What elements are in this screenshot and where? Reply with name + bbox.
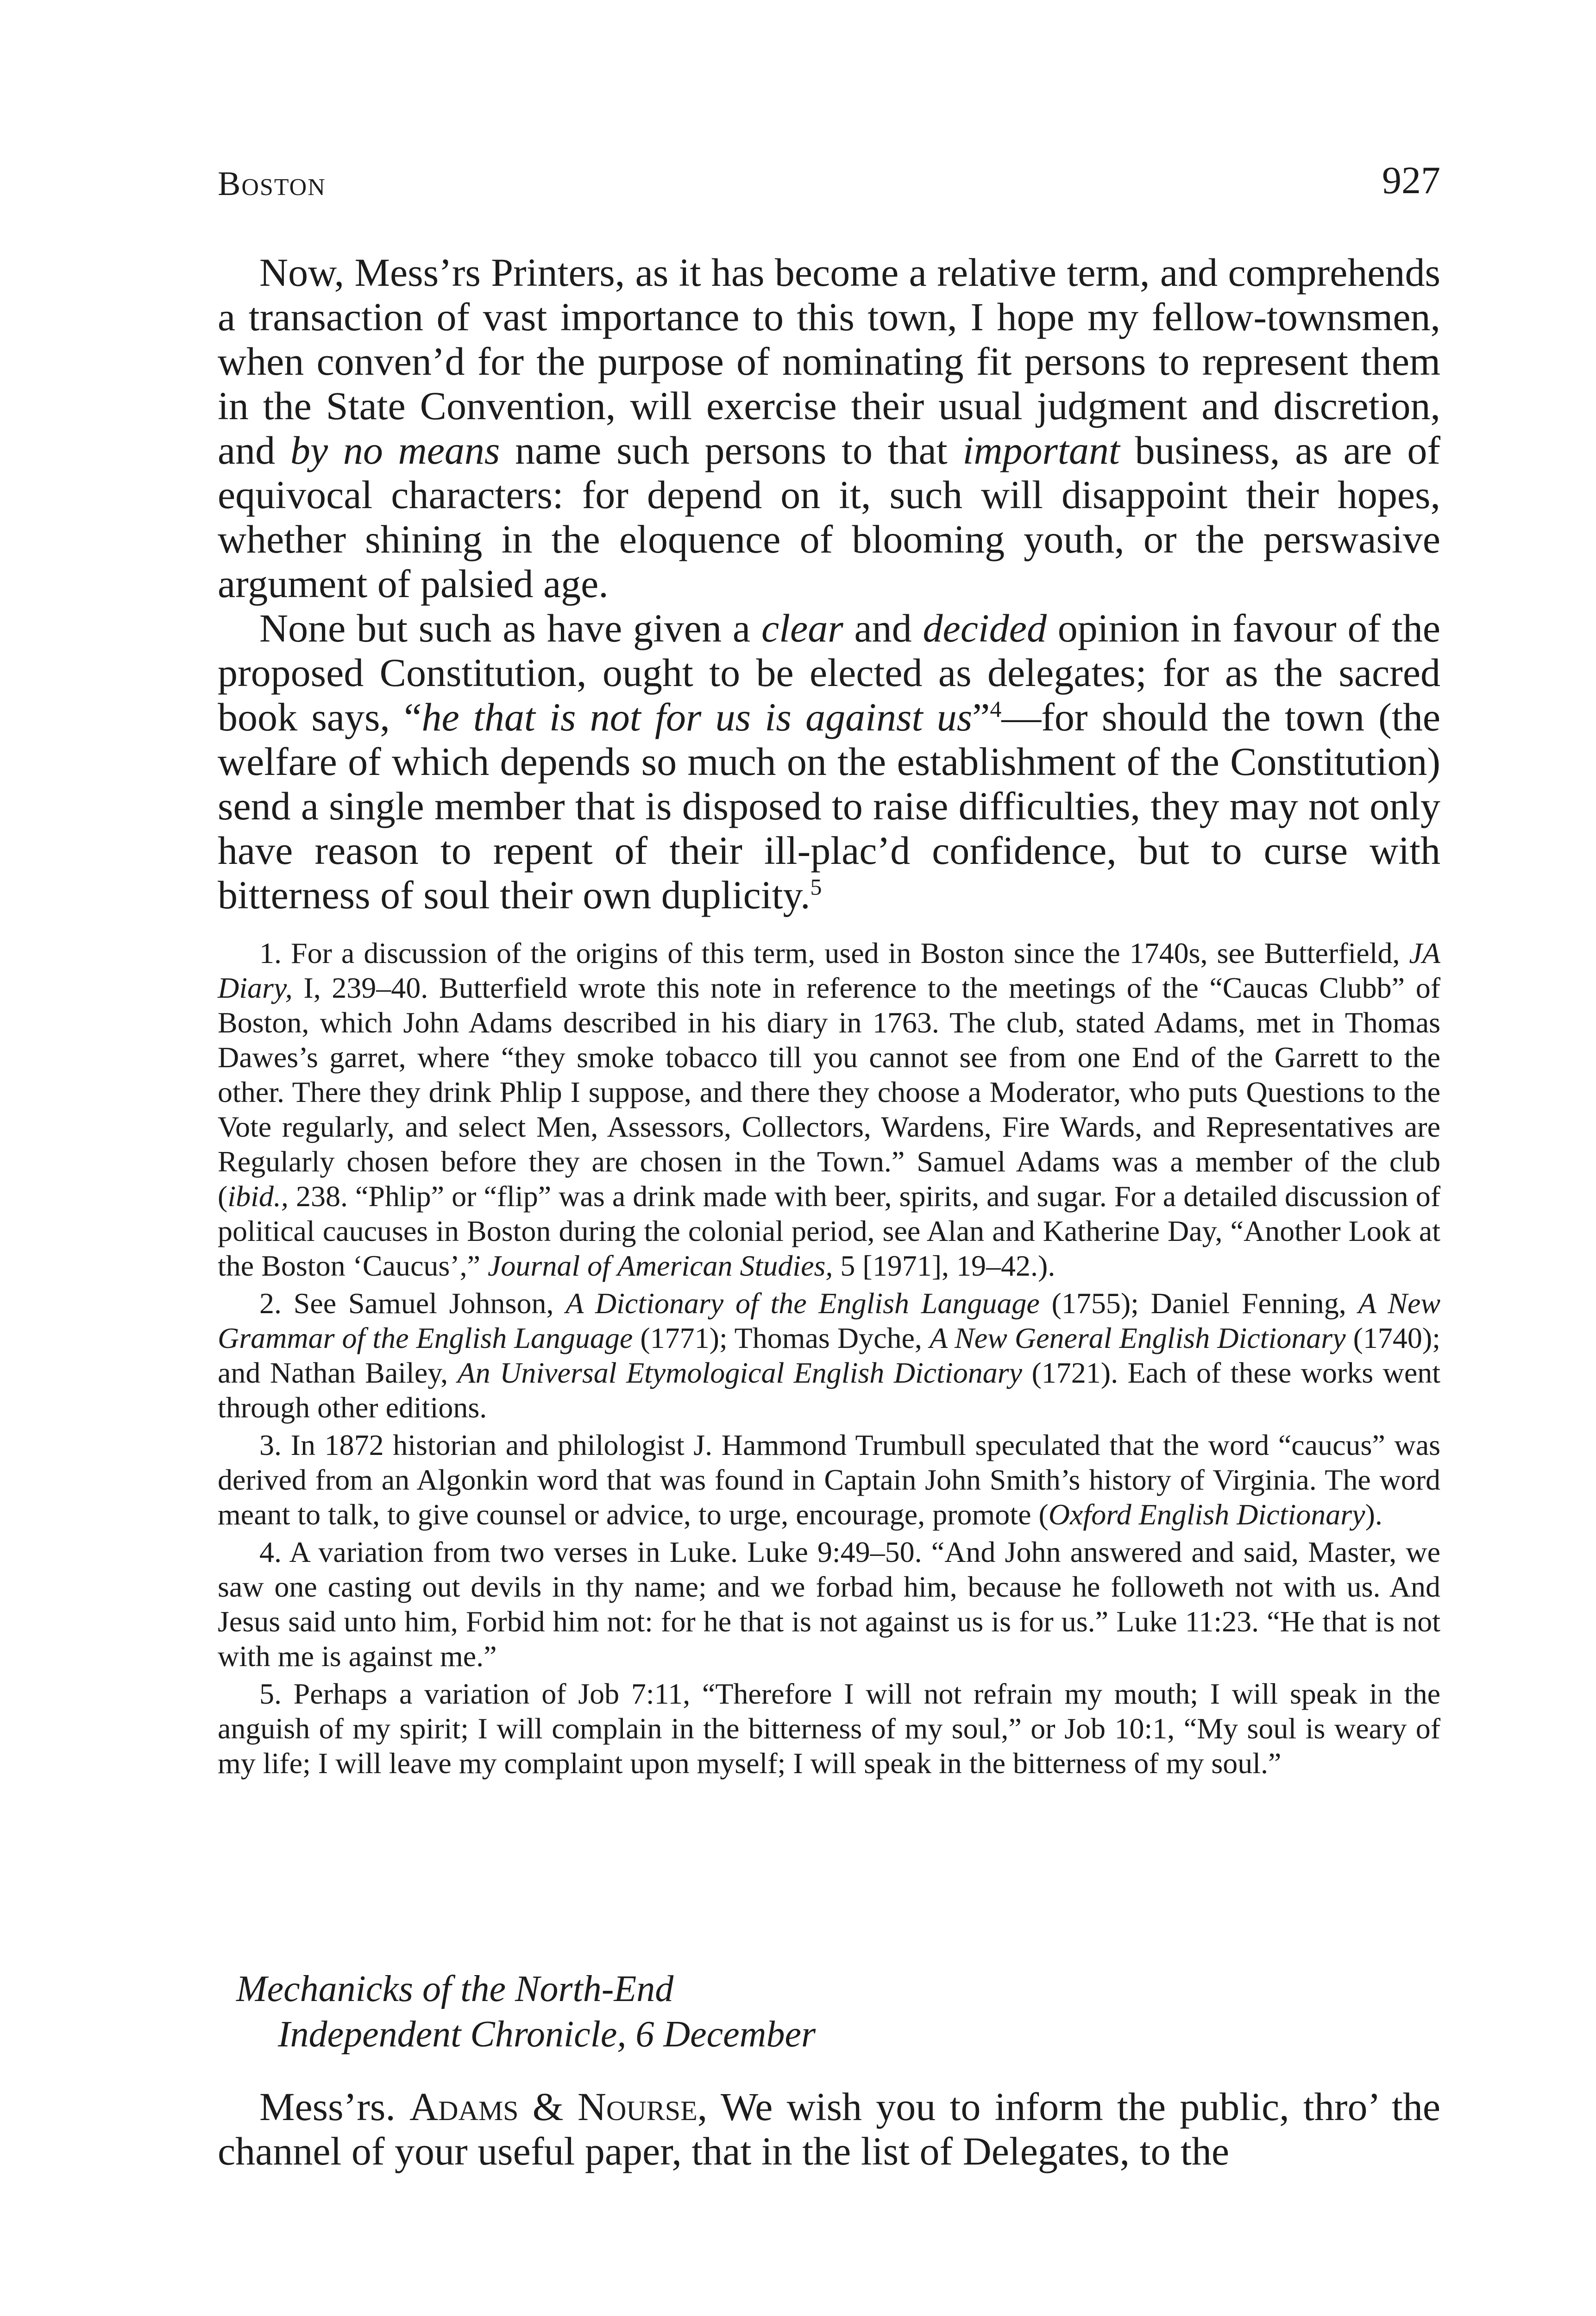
italic-span: by no means [290,428,500,472]
text-span: 1. For a discussion of the origins of this term, used in Boston since the 1740s, see Butterfield, [259,937,1409,969]
text-span: and [843,606,923,650]
text-span: ). [1365,1498,1382,1531]
italic-span: JA Diary, [218,937,1440,1004]
text-span: , We wish you to inform the public, thro’ the channel of your useful paper, that in the list of Delegates, to the [218,2084,1440,2173]
footnote-ref-4: 4 [990,696,1002,722]
italic-span: clear [761,606,843,650]
text-span: I, 239–40. Butterfield wrote this note in reference to the meetings of the “Caucas Clubb” of Boston, which John Adams described in his diary in 1763. The club, stated Adams, met in Thomas Dawes’s garret, where “they smoke tobacco till you cannot see from one End of the Garrett to the other. There they drink Phlip I suppose, and there they choose a Moderator, who puts Questions to the Vote regularly, and select Men, Assessors, Collectors, Wardens, Fire Wards, and Representatives are Regularly chosen before they are chosen in the Town.” Samuel Adams was a member of the club ( [218,971,1440,1213]
text-span: 2. See Samuel Johnson, [259,1287,566,1320]
italic-span: ibid., [227,1180,289,1213]
footnote-5: 5. Perhaps a variation of Job 7:11, “Therefore I will not refrain my mouth; I will speak in the anguish of my spirit; I will complain in the bitterness of my soul,” or Job 10:1, “My soul is weary of my life; I will leave my complaint upon myself; I will speak in the bitterness of my soul.” [218,1677,1440,1780]
running-head [218,159,1440,215]
text-span: (1771); Thomas Dyche, [633,1322,930,1354]
paragraph-3 [218,2084,1440,2173]
text-span: opinion in favour of the proposed Constitution, ought to be elected as delegates; for as the sacred book says, “ [218,606,1440,739]
text-span: —for should the town (the welfare of which depends so much on the establishment of the Constitution) send a single member that is disposed to raise difficulties, they may not only have reason to repent of their ill-plac’d confidence, but to curse with bitterness of soul their own duplicity. [218,695,1440,917]
paragraph-2 [218,606,1440,917]
text-span: Mess’rs. [259,2084,410,2129]
section-text [218,2084,1440,2173]
footnote-3 [218,1428,1440,1532]
text-span: 5 [1971], 19–42.). [833,1249,1056,1282]
italic-span: important [962,428,1120,472]
footnote-1 [218,936,1440,1283]
text-span: 238. “Phlip” or “flip” was a drink made with beer, spirits, and sugar. For a detailed discussion of political caucuses in Boston during the colonial period, see Alan and Katherine Day, “Another Look at the Boston ‘Caucus’,” [218,1180,1440,1282]
small-caps-name: Nourse [577,2084,697,2129]
italic-span: decided [923,606,1047,650]
text-span: business, as are of equivocal characters: for depend on it, such will disappoint their hopes, whether shining in the eloquence of blooming youth, or the perswasive argument of palsied age. [218,428,1440,606]
italic-span: An Universal Etymological English Dictionary [457,1356,1022,1389]
small-caps-name: Adams [409,2084,519,2129]
text-span: Now, Mess’rs Printers, as it has become a relative term, and comprehends a transaction of vast importance to this town, I hope my fellow-townsmen, when conven’d for the purpose of nominating fit persons to represent them in the State Convention, will exercise their usual judgment and discretion, and [218,250,1440,472]
running-head-title: Boston [218,165,326,203]
footnote-ref-5: 5 [810,874,822,900]
text-span: & [518,2084,578,2129]
italic-span: A New Grammar of the English Language [218,1287,1441,1354]
italic-span: Oxford English Dictionary [1048,1498,1365,1531]
italic-quote: he that is not for us is against us [421,695,973,739]
section-source: Independent Chronicle, 6 December [278,2014,816,2055]
italic-span: Journal of American Studies, [488,1249,833,1282]
section-heading [236,1966,1440,2057]
footnote-4: 4. A variation from two verses in Luke. Luke 9:49–50. “And John answered and said, Master, we saw one casting out devils in thy name; and we forbad him, because he followeth not with us. And Jesus said unto him, Forbid him not: for he that is not against us is for us.” Luke 11:23. “He that is not with me is against me.” [218,1536,1440,1673]
text-span: ” [972,695,990,739]
paragraph-1 [218,250,1440,606]
text-span: name such persons to that [500,428,963,472]
text-span: 3. In 1872 historian and philologist J. Hammond Trumbull speculated that the word “caucus” was derived from an Algonkin word that was found in Captain John Smith’s history of Virginia. The word meant to talk, to give counsel or advice, to urge, encourage, promote ( [218,1429,1440,1531]
text-span: (1721). Each of these works went through other editions. [218,1356,1440,1424]
footnote-2 [218,1286,1440,1425]
italic-span: A New General English Dictionary [930,1322,1346,1354]
italic-span: A Dictionary of the English Language [566,1287,1040,1320]
text-span: None but such as have given a [259,606,761,650]
section-title: Mechanicks of the North-End [236,1969,674,2009]
footnotes [218,936,1440,1783]
page-number: 927 [1382,159,1440,202]
text-span: (1755); Daniel Fenning, [1039,1287,1358,1320]
main-text [218,250,1440,917]
text-span: (1740); and Nathan Bailey, [218,1322,1441,1389]
